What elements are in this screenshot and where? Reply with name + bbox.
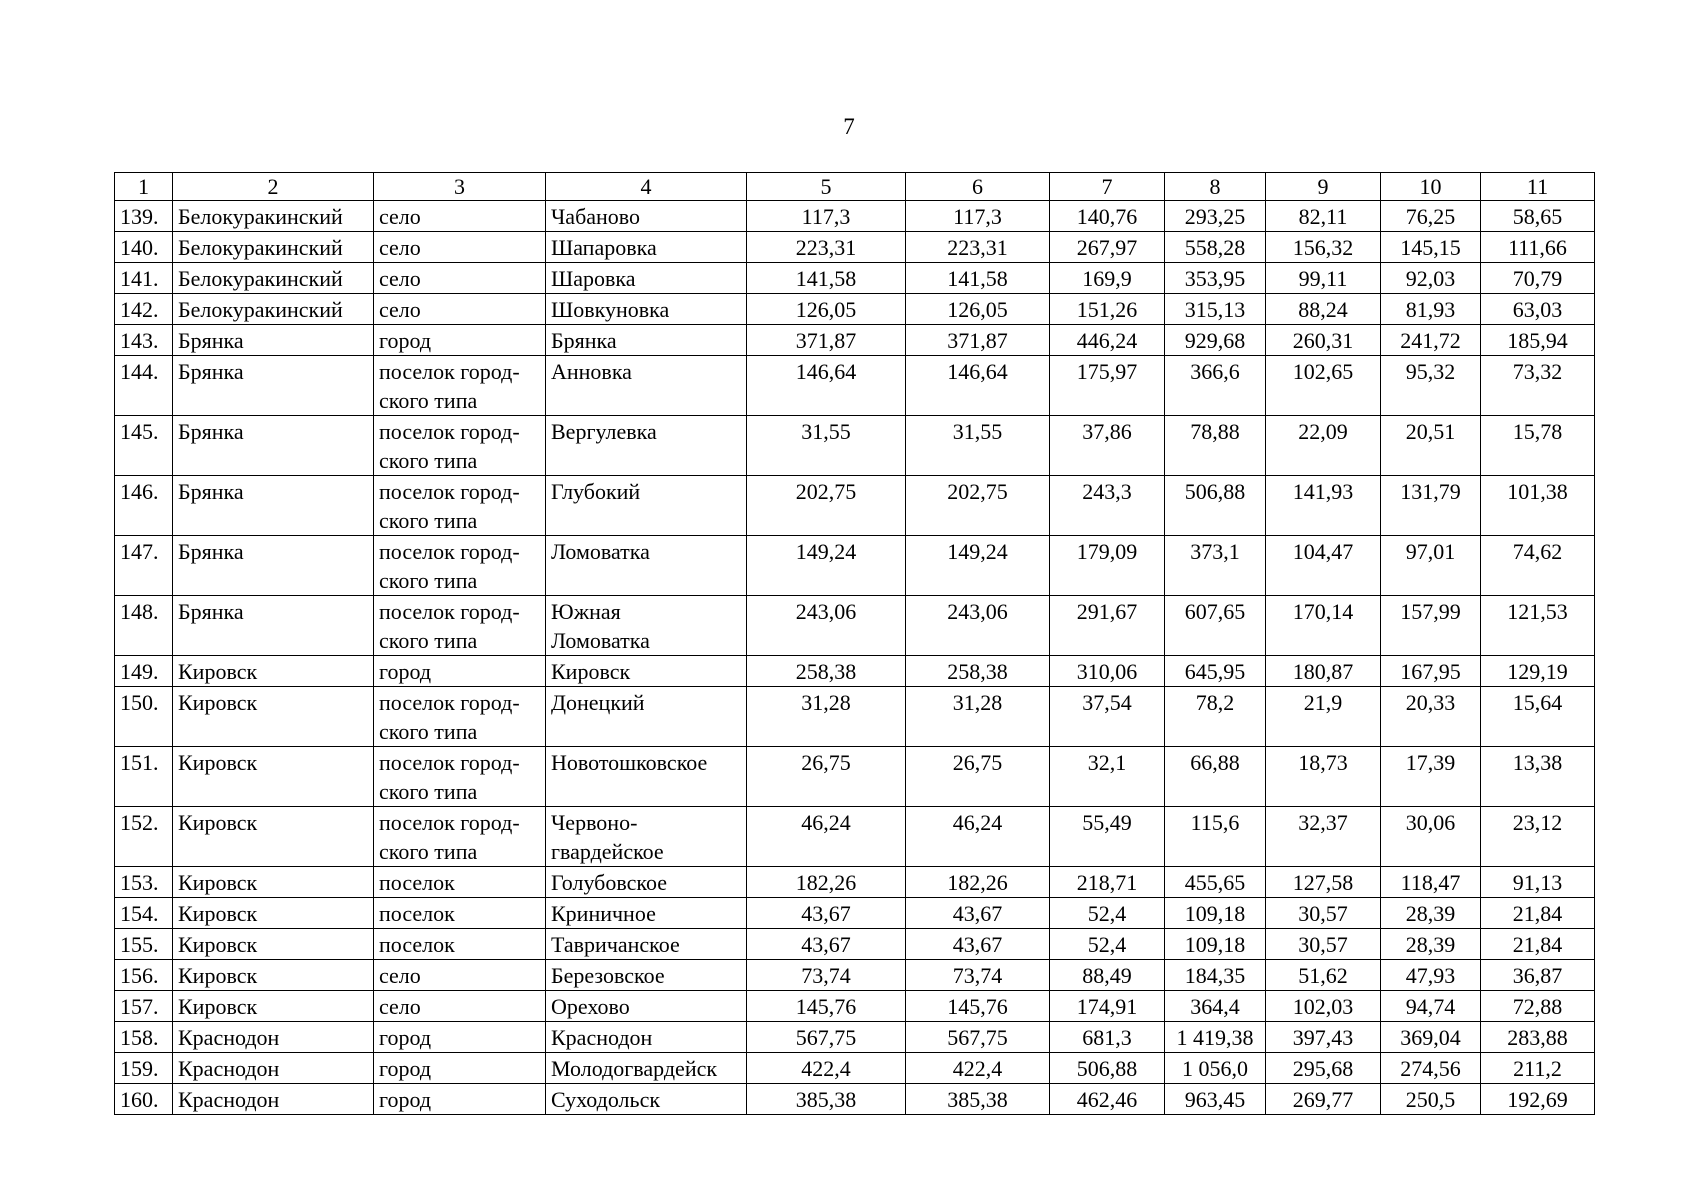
settlement-type: поселок город- ского типа — [374, 747, 546, 807]
header-row — [115, 173, 1595, 201]
settlement-name: Шаровка — [546, 263, 747, 294]
value-col-5: 202,75 — [747, 476, 906, 536]
settlement-type: село — [374, 294, 546, 325]
municipality: Кировск — [173, 960, 374, 991]
table-row — [115, 596, 1595, 656]
table-row — [115, 1053, 1595, 1084]
value-col-11: 58,65 — [1481, 201, 1595, 232]
municipality: Краснодон — [173, 1084, 374, 1115]
value-col-6: 385,38 — [906, 1084, 1050, 1115]
value-col-8: 109,18 — [1165, 898, 1266, 929]
value-col-8: 455,65 — [1165, 867, 1266, 898]
value-col-8: 1 056,0 — [1165, 1053, 1266, 1084]
value-col-5: 182,26 — [747, 867, 906, 898]
table-row — [115, 867, 1595, 898]
value-col-6: 145,76 — [906, 991, 1050, 1022]
value-col-7: 179,09 — [1050, 536, 1165, 596]
municipality: Брянка — [173, 596, 374, 656]
table-row — [115, 356, 1595, 416]
value-col-5: 46,24 — [747, 807, 906, 867]
value-col-8: 364,4 — [1165, 991, 1266, 1022]
value-col-8: 78,2 — [1165, 687, 1266, 747]
settlement-type: город — [374, 1022, 546, 1053]
settlement-name: Шовкуновка — [546, 294, 747, 325]
municipality: Кировск — [173, 656, 374, 687]
value-col-11: 129,19 — [1481, 656, 1595, 687]
value-col-7: 175,97 — [1050, 356, 1165, 416]
value-col-10: 118,47 — [1381, 867, 1481, 898]
value-col-8: 293,25 — [1165, 201, 1266, 232]
value-col-9: 22,09 — [1266, 416, 1381, 476]
settlement-name: Криничное — [546, 898, 747, 929]
value-col-11: 101,38 — [1481, 476, 1595, 536]
value-col-8: 506,88 — [1165, 476, 1266, 536]
table-row — [115, 656, 1595, 687]
value-col-7: 174,91 — [1050, 991, 1165, 1022]
settlement-type: поселок город- ского типа — [374, 356, 546, 416]
settlement-name: Молодогвардейск — [546, 1053, 747, 1084]
row-number: 148. — [115, 596, 173, 656]
value-col-5: 43,67 — [747, 929, 906, 960]
row-number: 147. — [115, 536, 173, 596]
value-col-10: 131,79 — [1381, 476, 1481, 536]
value-col-10: 167,95 — [1381, 656, 1481, 687]
value-col-9: 141,93 — [1266, 476, 1381, 536]
settlement-name: Брянка — [546, 325, 747, 356]
value-col-11: 121,53 — [1481, 596, 1595, 656]
settlement-name: Южная Ломоватка — [546, 596, 747, 656]
value-col-9: 170,14 — [1266, 596, 1381, 656]
table-row — [115, 960, 1595, 991]
row-number: 154. — [115, 898, 173, 929]
value-col-7: 169,9 — [1050, 263, 1165, 294]
row-number: 156. — [115, 960, 173, 991]
settlement-name: Шапаровка — [546, 232, 747, 263]
value-col-6: 117,3 — [906, 201, 1050, 232]
value-col-5: 223,31 — [747, 232, 906, 263]
value-col-5: 31,28 — [747, 687, 906, 747]
value-col-8: 558,28 — [1165, 232, 1266, 263]
value-col-6: 43,67 — [906, 929, 1050, 960]
value-col-5: 567,75 — [747, 1022, 906, 1053]
value-col-8: 1 419,38 — [1165, 1022, 1266, 1053]
value-col-10: 92,03 — [1381, 263, 1481, 294]
value-col-8: 184,35 — [1165, 960, 1266, 991]
settlement-name: Вергулевка — [546, 416, 747, 476]
data-table — [114, 172, 1595, 1115]
value-col-9: 156,32 — [1266, 232, 1381, 263]
value-col-9: 180,87 — [1266, 656, 1381, 687]
value-col-9: 295,68 — [1266, 1053, 1381, 1084]
value-col-8: 315,13 — [1165, 294, 1266, 325]
settlement-name: Кировск — [546, 656, 747, 687]
value-col-5: 73,74 — [747, 960, 906, 991]
value-col-5: 31,55 — [747, 416, 906, 476]
table-row — [115, 294, 1595, 325]
value-col-9: 127,58 — [1266, 867, 1381, 898]
municipality: Кировск — [173, 898, 374, 929]
value-col-6: 126,05 — [906, 294, 1050, 325]
value-col-8: 353,95 — [1165, 263, 1266, 294]
row-number: 153. — [115, 867, 173, 898]
value-col-5: 145,76 — [747, 991, 906, 1022]
settlement-type: поселок город- ского типа — [374, 807, 546, 867]
value-col-7: 52,4 — [1050, 898, 1165, 929]
value-col-10: 30,06 — [1381, 807, 1481, 867]
value-col-6: 26,75 — [906, 747, 1050, 807]
value-col-6: 182,26 — [906, 867, 1050, 898]
row-number: 159. — [115, 1053, 173, 1084]
settlement-name: Краснодон — [546, 1022, 747, 1053]
settlement-name: Орехово — [546, 991, 747, 1022]
column-header-2: 2 — [173, 173, 374, 201]
value-col-6: 31,55 — [906, 416, 1050, 476]
value-col-6: 146,64 — [906, 356, 1050, 416]
value-col-10: 274,56 — [1381, 1053, 1481, 1084]
settlement-type: поселок — [374, 898, 546, 929]
value-col-7: 140,76 — [1050, 201, 1165, 232]
municipality: Брянка — [173, 536, 374, 596]
row-number: 140. — [115, 232, 173, 263]
value-col-11: 73,32 — [1481, 356, 1595, 416]
municipality: Кировск — [173, 929, 374, 960]
settlement-name: Голубовское — [546, 867, 747, 898]
settlement-name: Червоно- гвардейское — [546, 807, 747, 867]
municipality: Кировск — [173, 991, 374, 1022]
page-number: 7 — [843, 114, 855, 139]
settlement-type: село — [374, 960, 546, 991]
row-number: 145. — [115, 416, 173, 476]
value-col-8: 929,68 — [1165, 325, 1266, 356]
row-number: 142. — [115, 294, 173, 325]
value-col-10: 20,33 — [1381, 687, 1481, 747]
column-header-11: 11 — [1481, 173, 1595, 201]
value-col-11: 15,64 — [1481, 687, 1595, 747]
row-number: 139. — [115, 201, 173, 232]
column-header-3: 3 — [374, 173, 546, 201]
value-col-9: 104,47 — [1266, 536, 1381, 596]
value-col-11: 70,79 — [1481, 263, 1595, 294]
row-number: 160. — [115, 1084, 173, 1115]
table-row — [115, 263, 1595, 294]
value-col-8: 115,6 — [1165, 807, 1266, 867]
value-col-11: 111,66 — [1481, 232, 1595, 263]
municipality: Кировск — [173, 867, 374, 898]
value-col-9: 99,11 — [1266, 263, 1381, 294]
value-col-7: 310,06 — [1050, 656, 1165, 687]
value-col-8: 366,6 — [1165, 356, 1266, 416]
value-col-9: 88,24 — [1266, 294, 1381, 325]
settlement-type: город — [374, 325, 546, 356]
table-row — [115, 232, 1595, 263]
row-number: 144. — [115, 356, 173, 416]
municipality: Кировск — [173, 687, 374, 747]
settlement-type: поселок город- ского типа — [374, 416, 546, 476]
value-col-8: 78,88 — [1165, 416, 1266, 476]
settlement-type: город — [374, 656, 546, 687]
value-col-9: 269,77 — [1266, 1084, 1381, 1115]
municipality: Белокуракинский — [173, 201, 374, 232]
value-col-7: 37,54 — [1050, 687, 1165, 747]
settlement-name: Новотошковское — [546, 747, 747, 807]
value-col-7: 52,4 — [1050, 929, 1165, 960]
value-col-6: 243,06 — [906, 596, 1050, 656]
value-col-5: 43,67 — [747, 898, 906, 929]
value-col-10: 20,51 — [1381, 416, 1481, 476]
value-col-11: 63,03 — [1481, 294, 1595, 325]
value-col-6: 141,58 — [906, 263, 1050, 294]
value-col-5: 117,3 — [747, 201, 906, 232]
value-col-9: 18,73 — [1266, 747, 1381, 807]
value-col-10: 28,39 — [1381, 898, 1481, 929]
value-col-11: 185,94 — [1481, 325, 1595, 356]
value-col-8: 373,1 — [1165, 536, 1266, 596]
value-col-6: 31,28 — [906, 687, 1050, 747]
value-col-5: 422,4 — [747, 1053, 906, 1084]
value-col-9: 21,9 — [1266, 687, 1381, 747]
value-col-11: 15,78 — [1481, 416, 1595, 476]
table-row — [115, 807, 1595, 867]
value-col-8: 607,65 — [1165, 596, 1266, 656]
table-row — [115, 325, 1595, 356]
value-col-10: 47,93 — [1381, 960, 1481, 991]
value-col-7: 218,71 — [1050, 867, 1165, 898]
value-col-7: 446,24 — [1050, 325, 1165, 356]
settlement-name: Донецкий — [546, 687, 747, 747]
row-number: 151. — [115, 747, 173, 807]
table-row — [115, 476, 1595, 536]
value-col-6: 46,24 — [906, 807, 1050, 867]
settlement-type: село — [374, 232, 546, 263]
value-col-5: 385,38 — [747, 1084, 906, 1115]
value-col-11: 21,84 — [1481, 898, 1595, 929]
value-col-11: 283,88 — [1481, 1022, 1595, 1053]
value-col-6: 371,87 — [906, 325, 1050, 356]
table-row — [115, 201, 1595, 232]
value-col-9: 51,62 — [1266, 960, 1381, 991]
value-col-10: 17,39 — [1381, 747, 1481, 807]
settlement-type: город — [374, 1084, 546, 1115]
value-col-10: 241,72 — [1381, 325, 1481, 356]
value-col-10: 94,74 — [1381, 991, 1481, 1022]
value-col-10: 157,99 — [1381, 596, 1481, 656]
table-row — [115, 991, 1595, 1022]
value-col-5: 258,38 — [747, 656, 906, 687]
settlement-type: поселок город- ского типа — [374, 476, 546, 536]
value-col-5: 371,87 — [747, 325, 906, 356]
value-col-7: 681,3 — [1050, 1022, 1165, 1053]
value-col-7: 32,1 — [1050, 747, 1165, 807]
value-col-7: 267,97 — [1050, 232, 1165, 263]
value-col-7: 462,46 — [1050, 1084, 1165, 1115]
value-col-5: 243,06 — [747, 596, 906, 656]
settlement-name: Ломоватка — [546, 536, 747, 596]
municipality: Белокуракинский — [173, 263, 374, 294]
value-col-11: 72,88 — [1481, 991, 1595, 1022]
municipality: Белокуракинский — [173, 232, 374, 263]
value-col-6: 258,38 — [906, 656, 1050, 687]
municipality: Брянка — [173, 325, 374, 356]
value-col-11: 192,69 — [1481, 1084, 1595, 1115]
value-col-6: 422,4 — [906, 1053, 1050, 1084]
table-row — [115, 929, 1595, 960]
settlement-type: поселок — [374, 867, 546, 898]
value-col-11: 211,2 — [1481, 1053, 1595, 1084]
settlement-name: Чабаново — [546, 201, 747, 232]
value-col-11: 91,13 — [1481, 867, 1595, 898]
settlement-type: поселок — [374, 929, 546, 960]
value-col-6: 202,75 — [906, 476, 1050, 536]
row-number: 158. — [115, 1022, 173, 1053]
municipality: Краснодон — [173, 1053, 374, 1084]
column-header-1: 1 — [115, 173, 173, 201]
settlement-type: поселок город- ского типа — [374, 596, 546, 656]
value-col-10: 250,5 — [1381, 1084, 1481, 1115]
value-col-11: 13,38 — [1481, 747, 1595, 807]
column-header-5: 5 — [747, 173, 906, 201]
value-col-7: 506,88 — [1050, 1053, 1165, 1084]
table-body — [115, 201, 1595, 1115]
settlement-type: поселок город- ского типа — [374, 687, 546, 747]
value-col-8: 109,18 — [1165, 929, 1266, 960]
value-col-8: 66,88 — [1165, 747, 1266, 807]
column-header-7: 7 — [1050, 173, 1165, 201]
column-header-9: 9 — [1266, 173, 1381, 201]
value-col-9: 30,57 — [1266, 898, 1381, 929]
settlement-type: село — [374, 991, 546, 1022]
settlement-name: Суходольск — [546, 1084, 747, 1115]
settlement-type: село — [374, 201, 546, 232]
settlement-name: Анновка — [546, 356, 747, 416]
value-col-6: 73,74 — [906, 960, 1050, 991]
value-col-7: 151,26 — [1050, 294, 1165, 325]
value-col-11: 21,84 — [1481, 929, 1595, 960]
value-col-9: 397,43 — [1266, 1022, 1381, 1053]
value-col-5: 149,24 — [747, 536, 906, 596]
value-col-6: 149,24 — [906, 536, 1050, 596]
municipality: Брянка — [173, 476, 374, 536]
value-col-10: 145,15 — [1381, 232, 1481, 263]
row-number: 143. — [115, 325, 173, 356]
row-number: 141. — [115, 263, 173, 294]
value-col-11: 74,62 — [1481, 536, 1595, 596]
column-header-8: 8 — [1165, 173, 1266, 201]
value-col-6: 567,75 — [906, 1022, 1050, 1053]
value-col-8: 645,95 — [1165, 656, 1266, 687]
row-number: 149. — [115, 656, 173, 687]
value-col-9: 30,57 — [1266, 929, 1381, 960]
value-col-7: 88,49 — [1050, 960, 1165, 991]
value-col-10: 97,01 — [1381, 536, 1481, 596]
municipality: Брянка — [173, 356, 374, 416]
value-col-5: 146,64 — [747, 356, 906, 416]
value-col-10: 28,39 — [1381, 929, 1481, 960]
row-number: 157. — [115, 991, 173, 1022]
row-number: 155. — [115, 929, 173, 960]
table-row — [115, 536, 1595, 596]
municipality: Кировск — [173, 747, 374, 807]
settlement-type: село — [374, 263, 546, 294]
row-number: 146. — [115, 476, 173, 536]
municipality: Кировск — [173, 807, 374, 867]
value-col-7: 55,49 — [1050, 807, 1165, 867]
value-col-9: 102,65 — [1266, 356, 1381, 416]
value-col-7: 291,67 — [1050, 596, 1165, 656]
settlement-name: Березовское — [546, 960, 747, 991]
row-number: 150. — [115, 687, 173, 747]
value-col-9: 260,31 — [1266, 325, 1381, 356]
value-col-9: 32,37 — [1266, 807, 1381, 867]
column-header-10: 10 — [1381, 173, 1481, 201]
value-col-6: 43,67 — [906, 898, 1050, 929]
value-col-9: 82,11 — [1266, 201, 1381, 232]
settlement-name: Тавричанское — [546, 929, 747, 960]
settlement-type: город — [374, 1053, 546, 1084]
municipality: Брянка — [173, 416, 374, 476]
value-col-7: 37,86 — [1050, 416, 1165, 476]
value-col-10: 76,25 — [1381, 201, 1481, 232]
value-col-9: 102,03 — [1266, 991, 1381, 1022]
column-header-4: 4 — [546, 173, 747, 201]
value-col-8: 963,45 — [1165, 1084, 1266, 1115]
row-number: 152. — [115, 807, 173, 867]
table-row — [115, 687, 1595, 747]
value-col-10: 81,93 — [1381, 294, 1481, 325]
value-col-11: 23,12 — [1481, 807, 1595, 867]
table-row — [115, 1084, 1595, 1115]
table-row — [115, 747, 1595, 807]
table-row — [115, 416, 1595, 476]
municipality: Краснодон — [173, 1022, 374, 1053]
settlement-type: поселок город- ского типа — [374, 536, 546, 596]
value-col-7: 243,3 — [1050, 476, 1165, 536]
value-col-6: 223,31 — [906, 232, 1050, 263]
table-row — [115, 1022, 1595, 1053]
value-col-11: 36,87 — [1481, 960, 1595, 991]
value-col-10: 369,04 — [1381, 1022, 1481, 1053]
value-col-5: 126,05 — [747, 294, 906, 325]
column-header-6: 6 — [906, 173, 1050, 201]
value-col-5: 141,58 — [747, 263, 906, 294]
table-row — [115, 898, 1595, 929]
value-col-5: 26,75 — [747, 747, 906, 807]
municipality: Белокуракинский — [173, 294, 374, 325]
settlement-name: Глубокий — [546, 476, 747, 536]
table-header — [115, 173, 1595, 201]
value-col-10: 95,32 — [1381, 356, 1481, 416]
